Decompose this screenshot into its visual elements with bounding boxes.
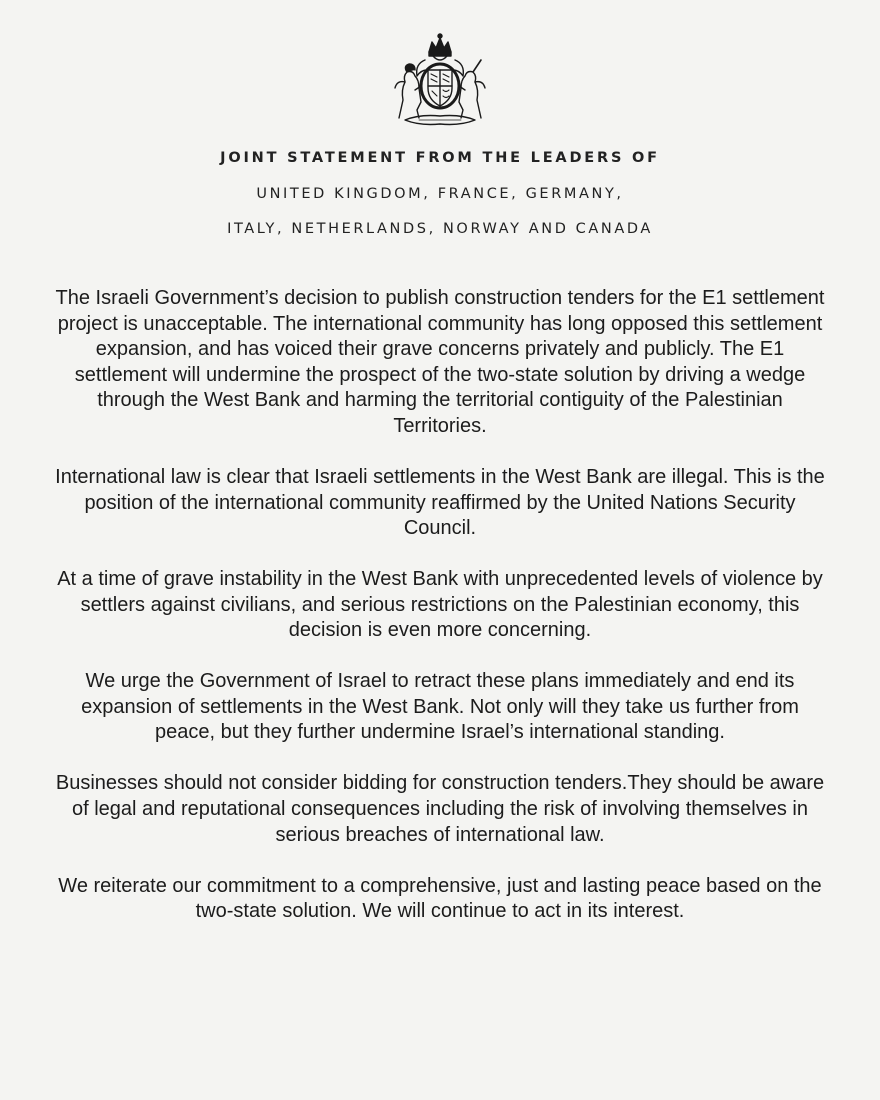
countries-line-2: ITALY, NETHERLANDS, NORWAY AND CANADA — [227, 221, 653, 237]
statement-title: JOINT STATEMENT FROM THE LEADERS OF — [220, 150, 660, 166]
paragraph-businesses: Businesses should not consider bidding for construction tenders.They should be aware of legal and reputational consequences including the risk of involving themselves in serious breaches of international law. — [55, 772, 825, 846]
paragraph-e1-decision: The Israeli Government’s decision to publish construction tenders for the E1 settlement project is unacceptable. The international community has long opposed this settlement expansion, and has voiced their grave concerns privately and publicly. The E1 settlement will undermine the prospect of the two-state solution by driving a wedge through the West Bank and harming the territorial contiguity of the Palestinian Territories. — [55, 287, 825, 437]
royal-coat-of-arms-icon — [385, 30, 495, 128]
paragraph-instability: At a time of grave instability in the West Bank with unprecedented levels of violence by settlers against civilians, and serious restrictions on the Palestinian economy, this decision is even more concerning. — [57, 568, 823, 642]
paragraph-commitment: We reiterate our commitment to a comprehensive, just and lasting peace based on the two-state solution. We will continue to act in its interest. — [58, 874, 822, 923]
countries-line-1: UNITED KINGDOM, FRANCE, GERMANY, — [256, 186, 624, 202]
statement-body — [55, 286, 825, 950]
paragraph-international-law: International law is clear that Israeli settlements in the West Bank are illegal. This is the position of the international community reaffirmed by the United Nations Security Council. — [55, 465, 825, 540]
paragraph-urge-retract: We urge the Government of Israel to retract these plans immediately and end its expansion of settlements in the West Bank. Not only will they take us further from peace, but they further undermine Israel’s international standing. — [81, 670, 799, 744]
